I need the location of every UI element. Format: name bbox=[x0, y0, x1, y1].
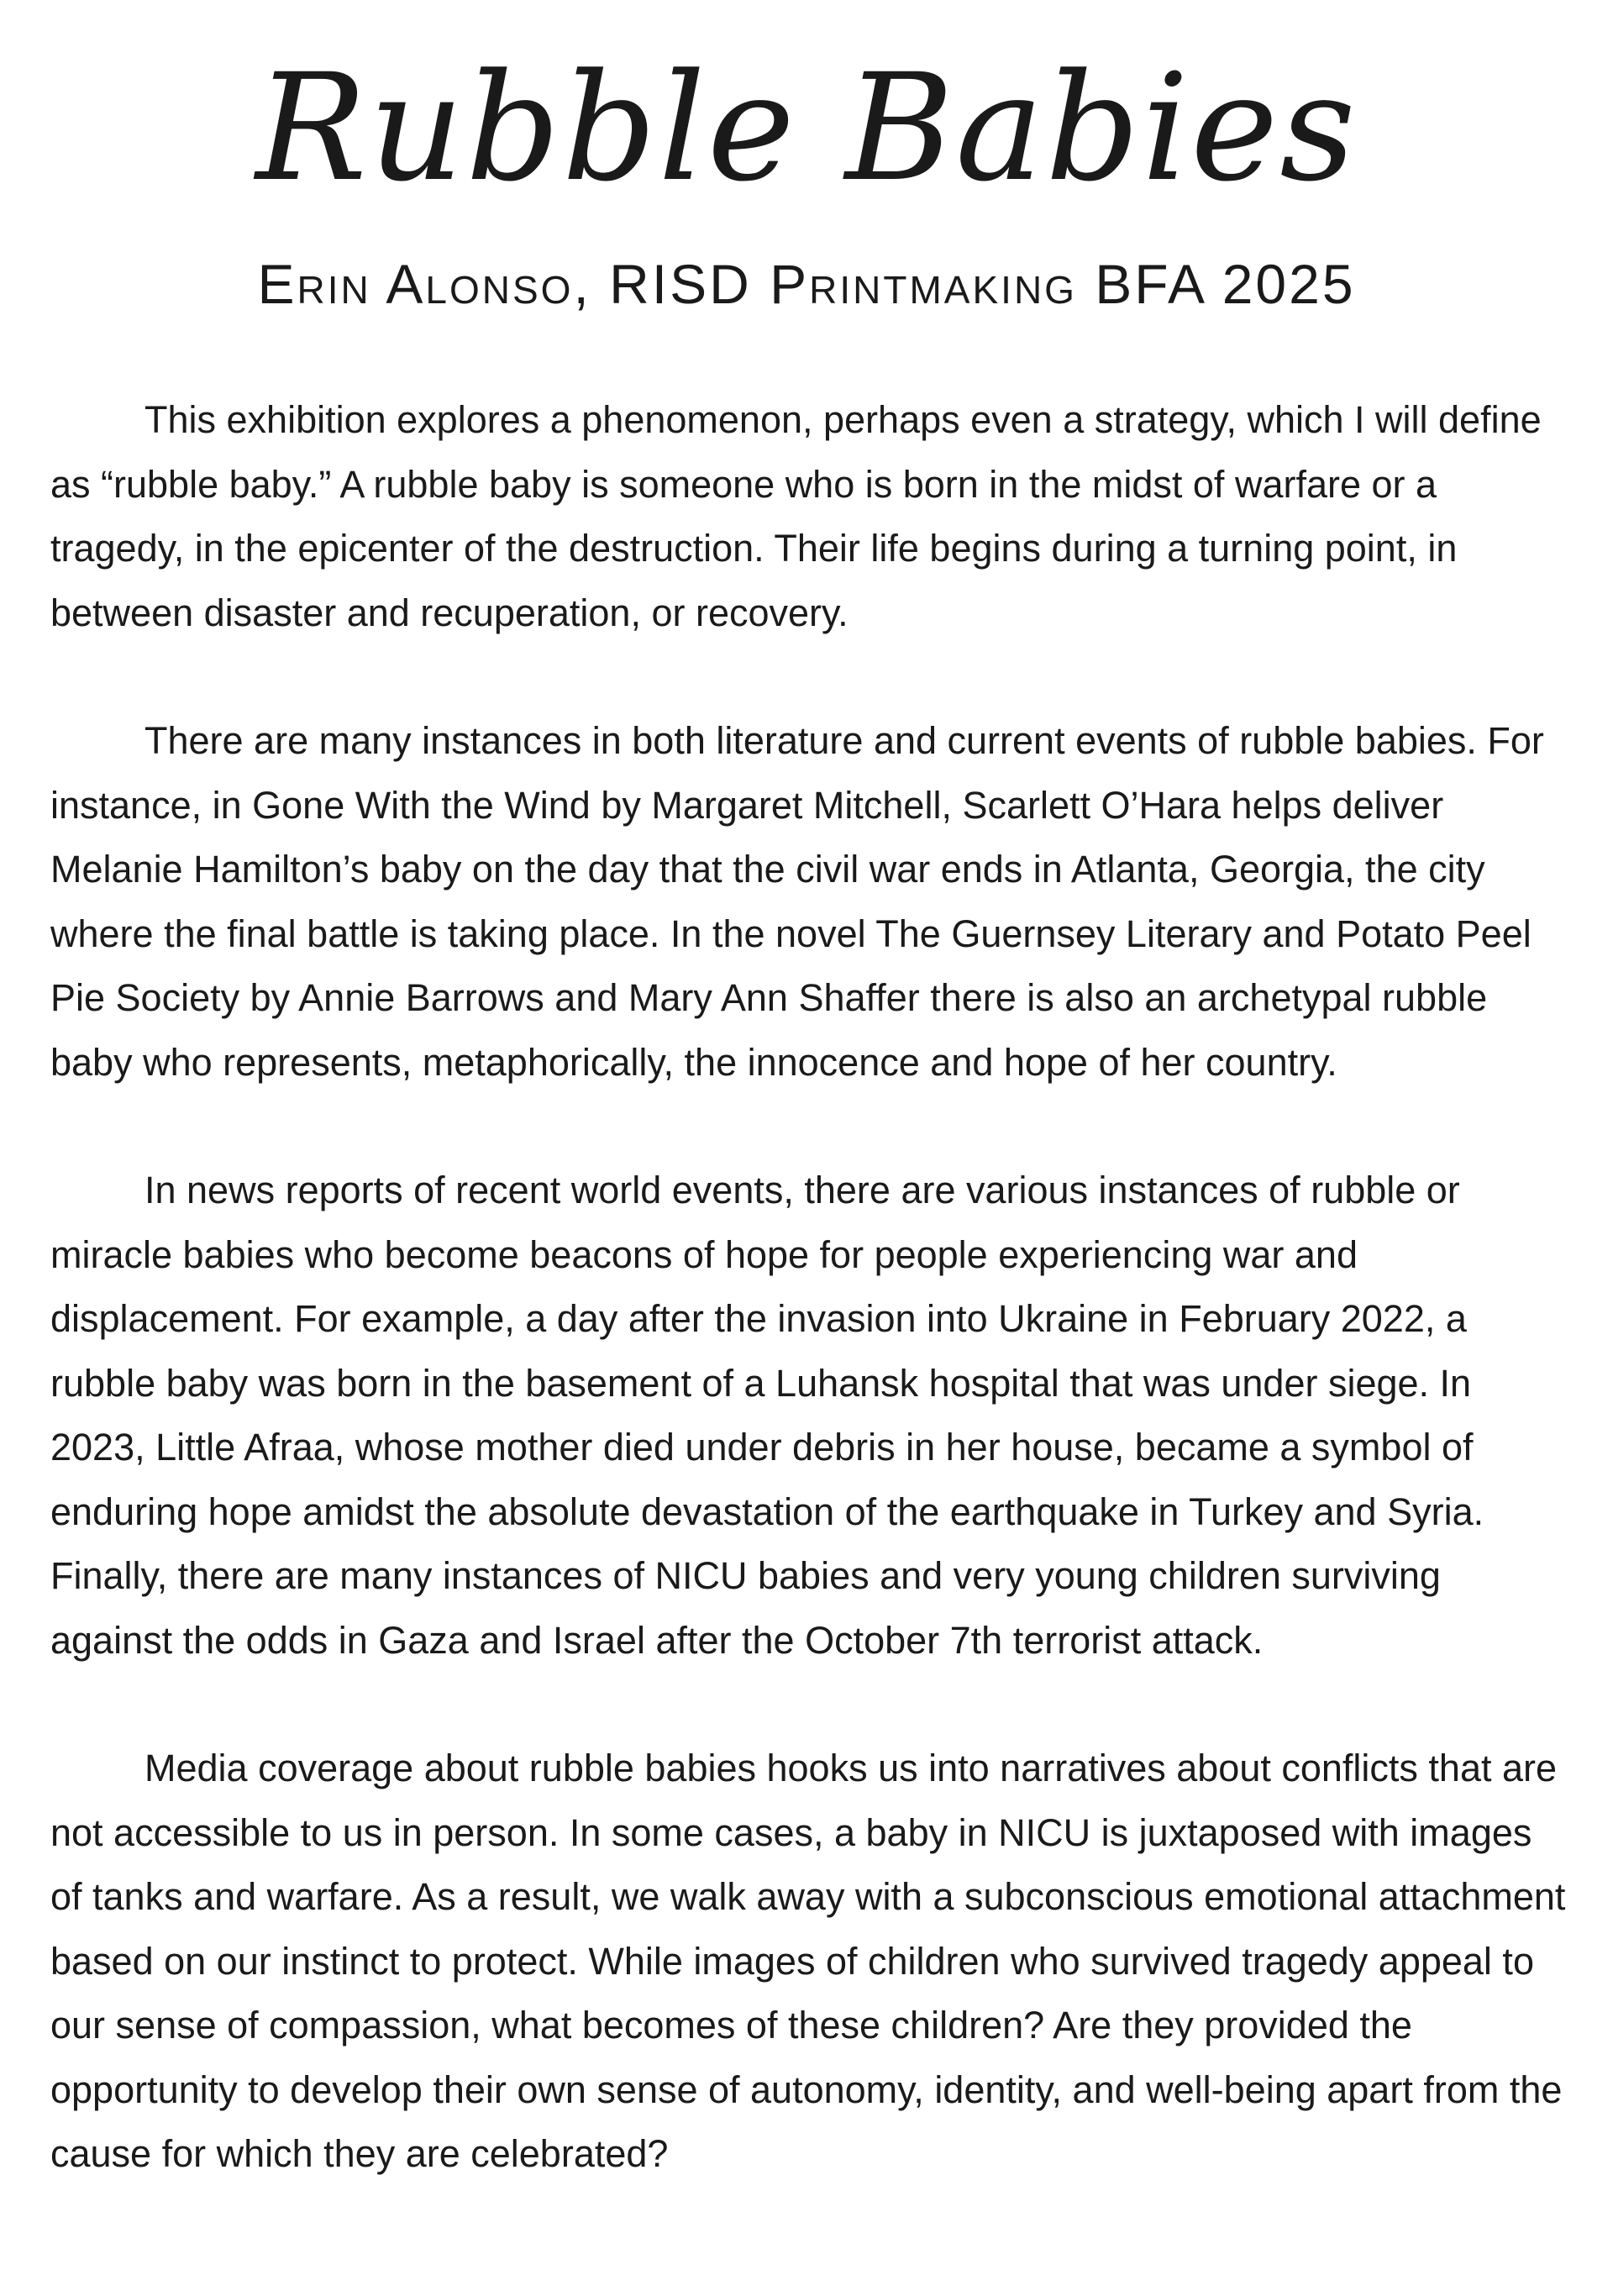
document-title: Rubble Babies bbox=[255, 42, 1358, 214]
paragraph-1: This exhibition explores a phenomenon, perhaps even a strategy, which I will define as “rubble baby.” A rubble baby is someone who is born in the midst of warfare or a tragedy, in the epicenter of the destruction. Their life begins during a turning point, in between disaster and recuperation, or recovery. bbox=[50, 398, 1542, 634]
paragraph-3: In news reports of recent world events, there are various instances of rubble or miracle babies who become beacons of hope for people experiencing war and displacement. For example, a day after the invasion into Ukraine in February 2022, a rubble baby was born in the basement of a Luhansk hospital that was under siege. In 2023, Little Afraa, whose mother died under debris in her house, became a symbol of enduring hope amidst the absolute devastation of the earthquake in Turkey and Syria. Finally, there are many instances of NICU babies and very young children surviving against the odds in Gaza and Israel after the October 7th terrorist attack. bbox=[50, 1169, 1484, 1662]
paragraph-2: There are many instances in both literature and current events of rubble babies. For instance, in Gone With the Wind by Margaret Mitchell, Scarlett O’Hara helps deliver Melanie Hamilton’s baby on the day that the civil war ends in Atlanta, Georgia, the city where the final battle is taking place. In the novel The Guernsey Literary and Potato Peel Pie Society by Annie Barrows and Mary Ann Shaffer there is also an archetypal rubble baby who represents, metaphorically, the innocence and hope of her country. bbox=[50, 719, 1544, 1084]
body-text bbox=[50, 388, 1569, 2187]
author-byline: Erin Alonso, RISD Printmaking BFA 2025 bbox=[257, 253, 1356, 315]
paragraph-4: Media coverage about rubble babies hooks us into narratives about conflicts that are not accessible to us in person. In some cases, a baby in NICU is juxtaposed with images of tanks and warfare. As a result, we walk away with a subconscious emotional attachment based on our instinct to protect. While images of children who survived tragedy appeal to our sense of compassion, what becomes of these children? Are they provided the opportunity to develop their own sense of autonomy, identity, and well-being apart from the cause for which they are celebrated? bbox=[50, 1747, 1566, 2175]
